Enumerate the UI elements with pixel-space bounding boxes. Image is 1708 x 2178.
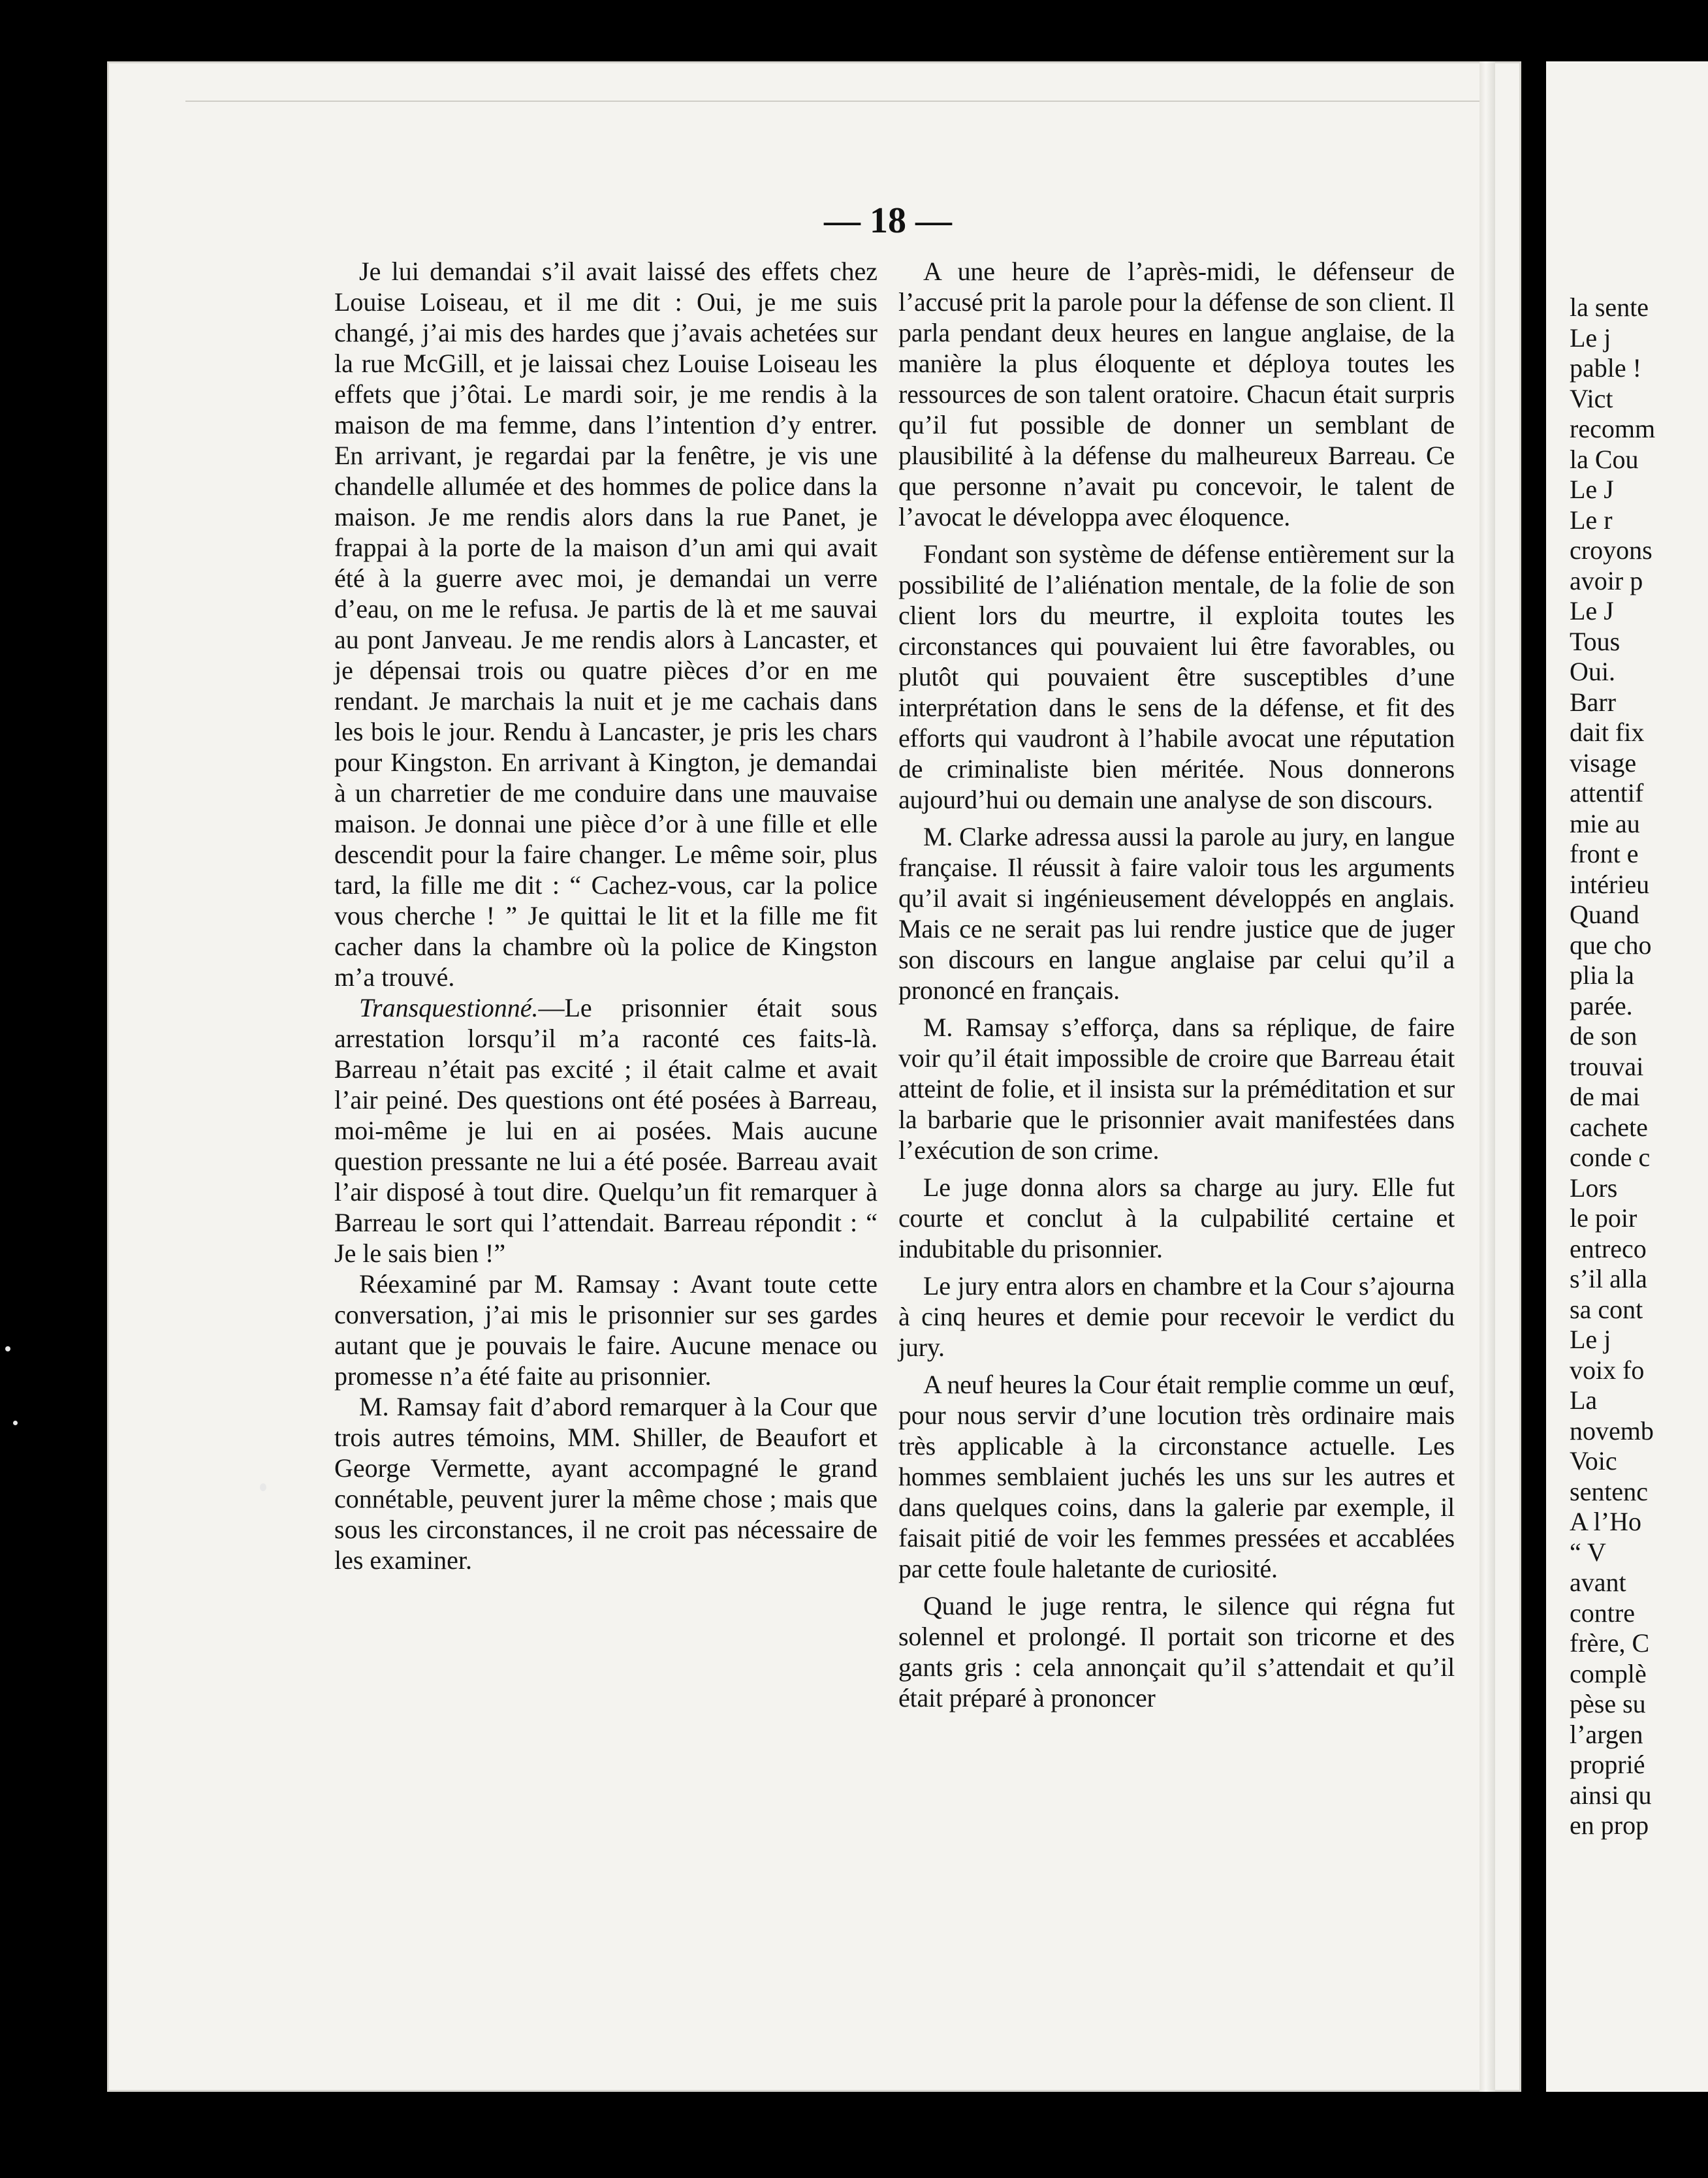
- page-top-rule: [185, 101, 1485, 102]
- next-page-line: s’il alla: [1570, 1264, 1647, 1293]
- next-page-line: de son: [1570, 1021, 1637, 1050]
- next-page-line: Voic: [1570, 1446, 1617, 1476]
- next-page-line: Le j: [1570, 1325, 1611, 1354]
- next-page-line: frère, C: [1570, 1628, 1650, 1658]
- next-page-line: proprié: [1570, 1750, 1645, 1779]
- next-page-line: novemb: [1570, 1415, 1654, 1445]
- next-page-line: Le r: [1570, 505, 1613, 535]
- next-page-line: pable !: [1570, 353, 1641, 383]
- judge-return-paragraph: Quand le juge rentra, le silence qui régna fut solennel et prolongé. Il portait son tricorne et des gants gris : cela annonçait qu’il s’attendait et qu’il était préparé à prononcer: [898, 1591, 1455, 1712]
- left-column: [334, 256, 878, 1575]
- ramsay-reply-paragraph: M. Ramsay s’efforça, dans sa réplique, de faire voir qu’il était impossible de croire que Barreau était atteint de folie, et il insista sur la préméditation et sur la barbarie que le prisonnier avait manifestées dans l’exécution de son crime.: [898, 1013, 1455, 1165]
- next-page-line: voix fo: [1570, 1355, 1645, 1385]
- next-page-line: avant: [1570, 1568, 1626, 1597]
- next-page-line: attentif: [1570, 778, 1644, 808]
- next-page-line: sentenc: [1570, 1476, 1648, 1506]
- next-page-line: A l’Ho: [1570, 1507, 1641, 1536]
- border-speck: [260, 1483, 266, 1491]
- next-page-line: complè: [1570, 1658, 1647, 1688]
- next-page-line: dait fix: [1570, 718, 1645, 747]
- testimony-paragraph: Je lui demandai s’il avait laissé des effets chez Louise Loiseau, et il me dit : Oui, je me suis changé, j’ai mis des hardes que j’avais achetées sur la rue McGill, et je laissai chez Louise Loiseau les effets que j’ôtai. Le mardi soir, je me rendis à la maison de ma femme, dans l’intention d’y entrer. En arrivant, je regardai par la fenêtre, je vis une chandelle allumée et des hommes de police dans la maison. Je me rendis alors dans la rue Panet, je frappai à la porte de la maison d’un ami qui avait été à la guerre avec moi, je demandai un verre d’eau, on me le refusa. Je partis de là et me sauvai au pont Janveau. Je me rendis alors à Lancaster, et je dépensai trois ou quatre pièces d’or en me rendant. Je marchais la nuit et je me cachais dans les bois le jour. Rendu à Lancaster, je pris les chars pour Kingston. En arrivant à Kington, je demandai à un charretier de me conduire dans une mauvaise maison. Je donnai une pièce d’or à une fille et elle descendit pour la faire changer. Le même soir, plus tard, la fille me dit : “ Cachez-vous, car la police vous cherche ! ” Je quittai le lit et la fille me fit cacher dans la chambre où la police de Kingston m’a trouvé.: [334, 257, 878, 992]
- next-page-line: le poir: [1570, 1203, 1637, 1233]
- next-page-line: la Cou: [1570, 444, 1639, 474]
- binding-gap: [1525, 61, 1547, 2092]
- next-page-line: plia la: [1570, 960, 1634, 990]
- cross-examination-label: Transquestionné.: [359, 993, 539, 1022]
- next-page-line: croyons: [1570, 535, 1653, 565]
- next-page-line: de mai: [1570, 1082, 1640, 1111]
- page-gutter-shadow: [1479, 61, 1495, 2092]
- next-page-edge: [1546, 61, 1708, 2092]
- page-number: — 18 —: [824, 200, 952, 241]
- next-page-line: que cho: [1570, 930, 1652, 960]
- next-page-line: entreco: [1570, 1233, 1647, 1263]
- next-page-line: recomm: [1570, 414, 1656, 443]
- next-page-line: Vict: [1570, 383, 1613, 413]
- next-page-line: sa cont: [1570, 1294, 1643, 1324]
- right-column: [898, 256, 1455, 1713]
- next-page-text: [1570, 292, 1708, 1841]
- next-page-line: trouvai: [1570, 1051, 1644, 1081]
- next-page-line: Le j: [1570, 323, 1611, 353]
- next-page-line: Le J: [1570, 475, 1614, 504]
- next-page-line: la sente: [1570, 292, 1649, 322]
- court-crowd-paragraph: A neuf heures la Cour était remplie comme un œuf, pour nous servir d’une locution très ordinaire mais très applicable à la circonstance actuelle. Les hommes semblaient juchés les uns sur les autres et dans quelques coins, dans la galerie par exemple, il faisait pitié de voir les femmes pressées et accablées par cette foule haletante de curiosité.: [898, 1370, 1455, 1583]
- defense-paragraph: A une heure de l’après-midi, le défenseur de l’accusé prit la parole pour la défense de son client. Il parla pendant deux heures en langue anglaise, de la manière la plus éloquente et déploya toutes les ressources de son talent oratoire. Chacun était surpris qu’il fut possible de donner un semblant de plausibilité à la défense du malheureux Barreau. Ce que personne n’avait pu concevoir, le talent de l’avocat le développa avec éloquence.: [898, 257, 1455, 531]
- next-page-line: La: [1570, 1385, 1598, 1415]
- next-page-line: “ V: [1570, 1537, 1606, 1567]
- border-speck: [13, 1421, 18, 1425]
- next-page-line: Lors: [1570, 1173, 1618, 1203]
- next-page-line: ainsi qu: [1570, 1780, 1652, 1810]
- next-page-line: conde c: [1570, 1143, 1651, 1172]
- cross-examination-paragraph: [334, 992, 878, 1269]
- next-page-line: avoir p: [1570, 565, 1643, 595]
- ramsay-paragraph: M. Ramsay fait d’abord remarquer à la Cour que trois autres témoins, MM. Shiller, de Beaufort et George Vermette, ayant accompagné le grand connétable, peuvent jurer la même chose ; mais que sous les circonstances, il ne croit pas nécessaire de les examiner.: [334, 1392, 878, 1575]
- next-page-line: contre: [1570, 1598, 1635, 1628]
- judge-charge-paragraph: Le juge donna alors sa charge au jury. Elle fut courte et conclut à la culpabilité certaine et indubitable du prisonnier.: [898, 1173, 1455, 1263]
- next-page-line: intérieu: [1570, 869, 1650, 899]
- next-page-line: front e: [1570, 839, 1639, 868]
- next-page-line: Tous: [1570, 626, 1621, 656]
- next-page-line: Oui.: [1570, 657, 1615, 686]
- clarke-paragraph: M. Clarke adressa aussi la parole au jury, en langue française. Il réussit à faire valoir tous les arguments qu’il avait si ingénieusement développés en anglais. Mais ce ne serait pas lui rendre justice que de juger son discours en langue anglaise par celui qu’il a prononcé en français.: [898, 822, 1455, 1005]
- reexamination-paragraph: Réexaminé par M. Ramsay : Avant toute cette conversation, j’ai mis le prisonnier sur ses gardes autant que je pouvais le faire. Aucune menace ou promesse n’a été faite au prisonnier.: [334, 1269, 878, 1391]
- next-page-line: mie au: [1570, 808, 1640, 838]
- next-page-line: pèse su: [1570, 1689, 1646, 1718]
- next-page-line: cachete: [1570, 1112, 1648, 1142]
- next-page-line: visage: [1570, 748, 1637, 778]
- defense-system-paragraph: Fondant son système de défense entièrement sur la possibilité de l’aliénation mentale, de la folie de son client lors du meurtre, il exploita toutes les circonstances qui pouvaient lui être favorables, ou plutôt qui pouvaient être susceptibles d’une interprétation dans le sens de la défense, et fit des efforts qui vaudront à l’habile avocat une réputation de criminaliste bien méritée. Nous donnerons aujourd’hui ou demain une analyse de son discours.: [898, 539, 1455, 814]
- next-page-line: Barr: [1570, 687, 1617, 717]
- cross-examination-text: —Le prisonnier était sous arrestation lorsqu’il m’a raconté ces faits-là. Barreau n’était pas excité ; il était calme et avait l’air peiné. Des questions ont été posées à Barreau, moi-même je lui en ai posées. Mais aucune question pressante ne lui a été posée. Barreau avait l’air disposé à tout dire. Quelqu’un fit remarquer à Barreau le sort qui l’attendait. Barreau répondit : “ Je le sais bien !”: [334, 993, 878, 1268]
- next-page-line: parée.: [1570, 990, 1633, 1020]
- next-page-line: Quand: [1570, 900, 1639, 929]
- next-page-line: Le J: [1570, 596, 1614, 625]
- next-page-line: en prop: [1570, 1810, 1649, 1840]
- border-speck: [5, 1346, 10, 1351]
- jury-paragraph: Le jury entra alors en chambre et la Cour s’ajourna à cinq heures et demie pour recevoir le verdict du jury.: [898, 1271, 1455, 1362]
- next-page-line: l’argen: [1570, 1719, 1643, 1749]
